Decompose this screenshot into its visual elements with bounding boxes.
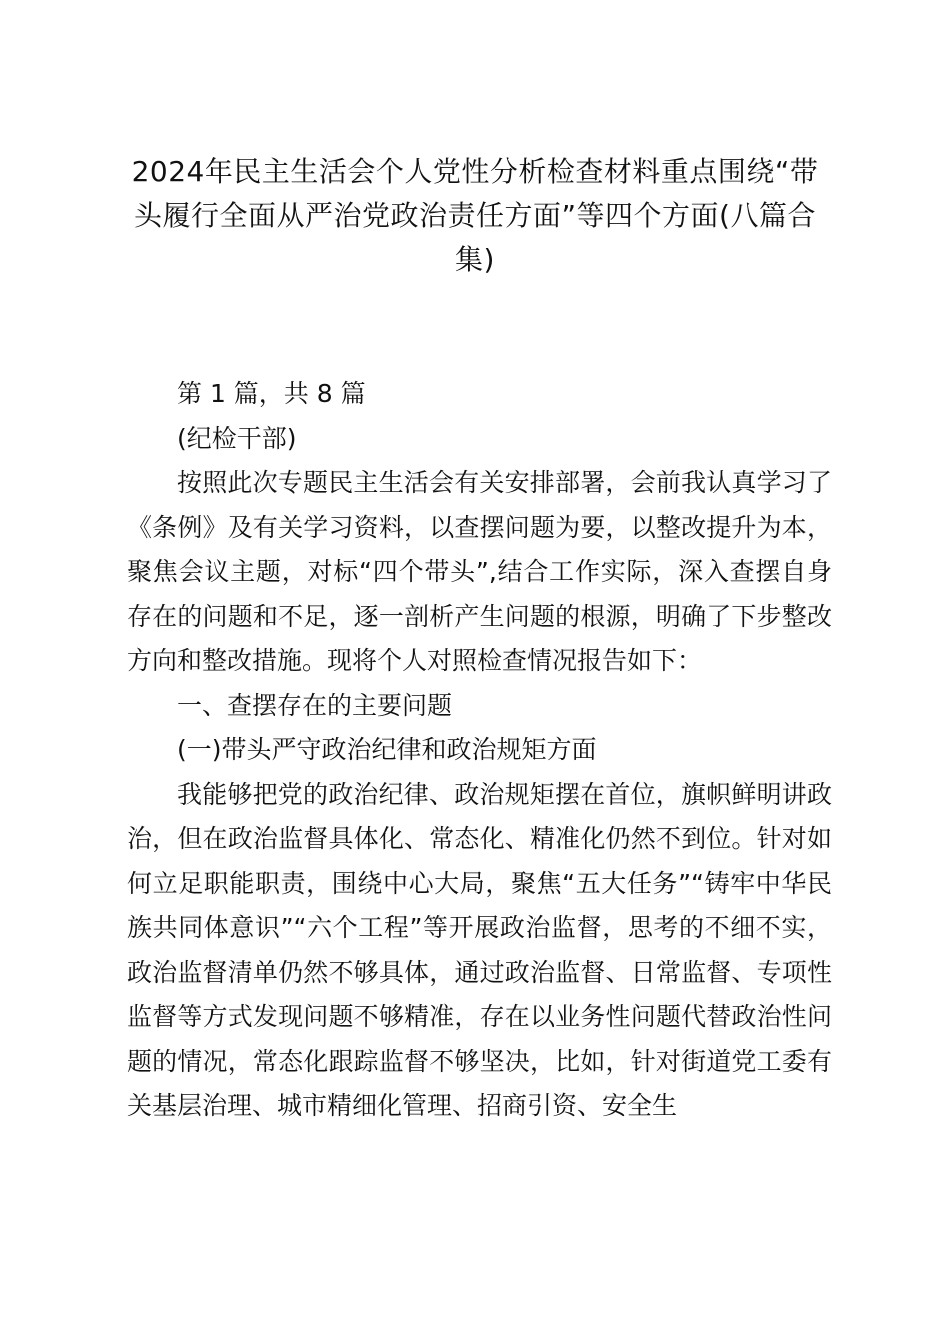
document-body [127, 372, 832, 1129]
intro-paragraph: 按照此次专题民主生活会有关安排部署，会前我认真学习了《条例》及有关学习资料，以查摆问题为要，以整改提升为本，聚焦会议主题，对标“四个带头”,结合工作实际，深入查摆自身存在的问题和不足，逐一剖析产生问题的根源，明确了下步整改方向和整改措施。现将个人对照检查情况报告如下： [127, 468, 832, 675]
part-label: 第 1 篇，共 8 篇 [177, 379, 366, 408]
document-title: 2024年民主生活会个人党性分析检查材料重点围绕“带头履行全面从严治党政治责任方面”等四个方面(八篇合集) [131, 155, 819, 276]
subsection-heading: (一)带头严守政治纪律和政治规矩方面 [177, 735, 597, 764]
section-heading: 一、查摆存在的主要问题 [177, 690, 453, 720]
author-role: (纪检干部) [177, 423, 297, 453]
subsection-paragraph: 我能够把党的政治纪律、政治规矩摆在首位，旗帜鲜明讲政治，但在政治监督具体化、常态化、精准化仍然不到位。针对如何立足职能职责，围绕中心大局，聚焦“五大任务”“铸牢中华民族共同体意识”“六个工程”等开展政治监督，思考的不细不实，政治监督清单仍然不够具体，通过政治监督、日常监督、专项性监督等方式发现问题不够精准，存在以业务性问题代替政治性问题的情况，常态化跟踪监督不够坚决，比如，针对街道党工委有关基层治理、城市精细化管理、招商引资、安全生 [127, 779, 832, 1120]
